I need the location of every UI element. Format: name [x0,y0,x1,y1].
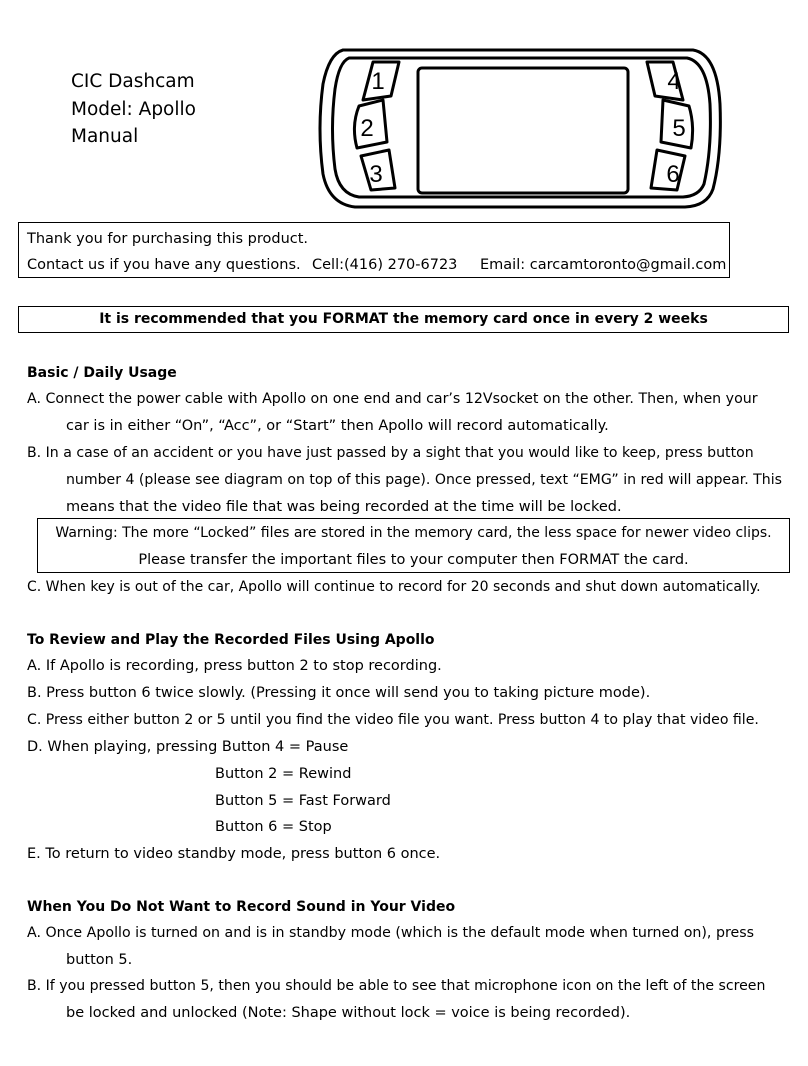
basic-a-line2: car is in either “On”, “Acc”, or “Start” then Apollo will record automatically. [66,418,609,434]
review-d: D. When playing, pressing Button 4 = Pause [27,739,349,755]
review-c: C. Press either button 2 or 5 until you find the video file you want. Press button 4 to play that video file. [27,712,759,728]
dashcam-diagram [315,44,725,212]
review-heading: To Review and Play the Recorded Files Using Apollo [27,632,435,648]
warning-line1: Warning: The more “Locked” files are stored in the memory card, the less space for newer video clips. [55,525,772,541]
sound-b-line2: be locked and unlocked (Note: Shape without lock = voice is being recorded). [66,1005,631,1021]
warning-box [37,518,790,573]
contact-box [18,222,730,278]
manual-title [71,68,196,151]
basic-a-line1: A. Connect the power cable with Apollo on one end and car’s 12Vsocket on the other. Then, when your [27,391,758,407]
title-manual: Manual [71,126,139,147]
basic-b-line2: number 4 (please see diagram on top of this page). Once pressed, text “EMG” in red will appear. This [66,472,782,488]
basic-b-line1: B. In a case of an accident or you have just passed by a sight that you would like to keep, press button [27,445,754,461]
button-4-label: 4 [667,68,681,95]
review-d-fast-forward: Button 5 = Fast Forward [215,793,391,809]
title-brand: CIC Dashcam [71,71,195,92]
review-e: E. To return to video standby mode, press button 6 once. [27,846,441,862]
cell-phone: Cell:(416) 270-6723 [312,257,458,273]
basic-c-line1: C. When key is out of the car, Apollo will continue to record for 20 seconds and shut down automatically. [27,579,761,595]
email-address: Email: carcamtoronto@gmail.com [480,257,727,273]
recommendation-box [18,306,789,333]
button-2-label: 2 [360,115,374,142]
review-d-stop: Button 6 = Stop [215,819,332,835]
sound-b-line1: B. If you pressed button 5, then you should be able to see that microphone icon on the left of the screen [27,978,766,994]
review-b: B. Press button 6 twice slowly. (Pressing it once will send you to taking picture mode). [27,685,651,701]
recommendation-text: It is recommended that you FORMAT the memory card once in every 2 weeks [99,311,708,327]
button-5-label: 5 [672,115,686,142]
button-1-label: 1 [371,68,385,95]
dashcam-screen [418,68,628,193]
sound-heading: When You Do Not Want to Record Sound in Your Video [27,899,456,915]
review-d-rewind: Button 2 = Rewind [215,766,352,782]
thanks-text: Thank you for purchasing this product. [27,231,309,247]
basic-b-line3: means that the video file that was being recorded at the time will be locked. [66,499,622,515]
contact-us-text: Contact us if you have any questions. [27,257,301,273]
title-model: Model: Apollo [71,98,196,120]
sound-a-line2: button 5. [66,952,133,968]
warning-line2: Please transfer the important files to your computer then FORMAT the card. [138,552,689,568]
review-a: A. If Apollo is recording, press button 2 to stop recording. [27,658,442,674]
basic-usage-heading: Basic / Daily Usage [27,365,177,381]
button-6-label: 6 [666,161,680,188]
button-3-label: 3 [369,161,383,188]
sound-a-line1: A. Once Apollo is turned on and is in standby mode (which is the default mode when turned on), press [27,925,754,941]
